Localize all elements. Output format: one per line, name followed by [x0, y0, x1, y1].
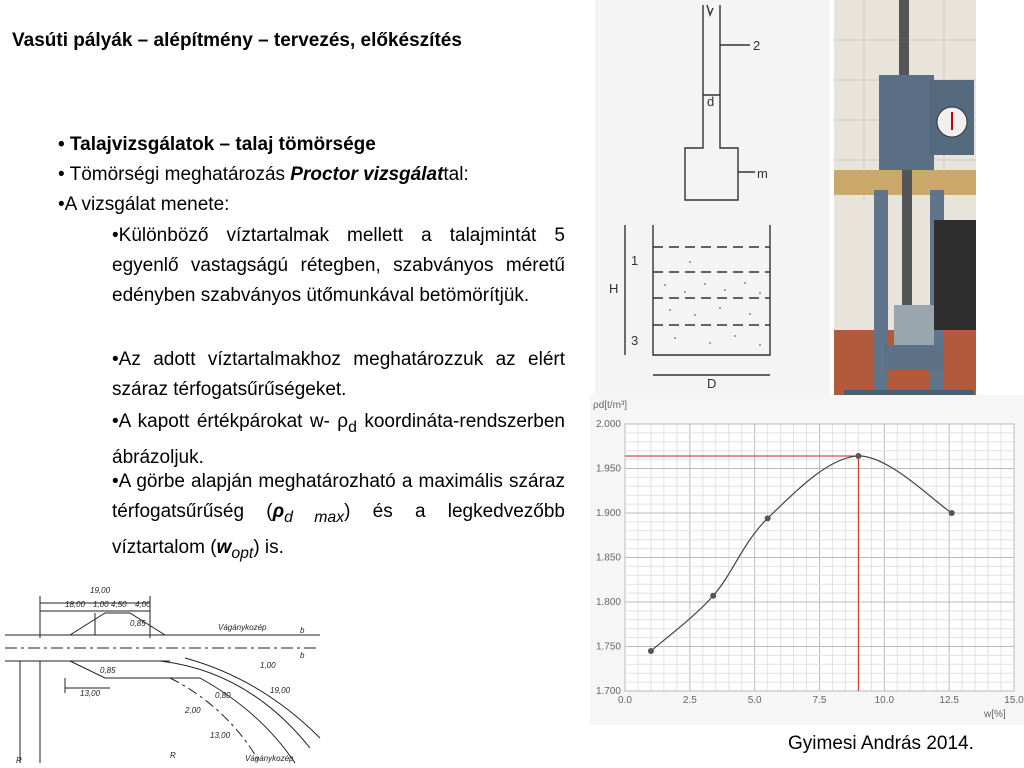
dim-19-right: 19,00 — [270, 686, 291, 695]
sub-bullet-curve-mid: ) és a legkedvezőbb víztartalom ( — [112, 501, 565, 558]
bullet-proctor-post: tal: — [443, 164, 469, 185]
dim-18: 18,00 — [65, 600, 86, 609]
data-point — [949, 510, 955, 516]
sub-bullet-plot — [112, 407, 565, 473]
dim-0-80: 0,80 — [215, 691, 231, 700]
proctor-apparatus-drawing — [595, 0, 830, 400]
label-track-center-top: Vágánykozép — [218, 623, 267, 632]
bullet-proctor-pre: • Tömörségi meghatározás — [58, 164, 291, 185]
y-tick-label: 1.800 — [595, 597, 621, 608]
data-point — [710, 593, 716, 599]
x-axis-label: w[%] — [984, 709, 1006, 720]
x-tick-label: 2.5 — [682, 695, 697, 706]
dim-4-00: 4,00 — [135, 600, 151, 609]
x-tick-label: 10.0 — [874, 695, 895, 706]
dim-2: 2,00 — [185, 706, 201, 715]
w-subscript: opt — [231, 544, 254, 562]
dim-13-bottom: 13,00 — [210, 731, 231, 740]
x-tick-label: 15.0 — [1004, 695, 1024, 706]
dim-19-top: 19,00 — [90, 586, 111, 595]
y-tick-label: 1.850 — [595, 552, 621, 564]
rho-symbol: ρ — [272, 501, 285, 522]
bullet-proctor-emph: Proctor vizsgálat — [290, 164, 444, 185]
x-tick-label: 0.0 — [618, 695, 632, 706]
sub-bullet-curve-pre: •A görbe alapján meghatározható a maximális száraz térfogatsűrűség ( — [112, 471, 565, 522]
proctor-label-D: D — [707, 376, 717, 391]
dim-1-top: 1,00 — [93, 600, 109, 609]
x-tick-label: 12.5 — [939, 695, 959, 706]
sub-bullet-plot-pre: •A kapott értékpárokat w- ρ — [112, 411, 349, 432]
label-track-center-bottom: Vágánykozép — [245, 754, 294, 763]
proctor-label-d: d — [707, 94, 715, 109]
bullet-proctor — [58, 160, 469, 190]
sub-bullet-plot-sub: d — [348, 418, 357, 436]
proctor-label-m: m — [757, 166, 768, 181]
y-tick-label: 1.950 — [595, 463, 621, 475]
proctor-label-3: 3 — [631, 333, 639, 348]
dim-b-1: b — [300, 626, 305, 635]
dim-0-85-top: 0,85 — [130, 619, 146, 628]
label-R-2: R — [170, 751, 176, 760]
sub-bullet-plot-post: koordináta-rendszerben ábrázoljuk. — [112, 411, 565, 468]
y-tick-label: 1.750 — [595, 641, 621, 653]
label-R-1: R — [16, 756, 22, 765]
bullet-procedure: •A vizsgálat menete: — [58, 194, 230, 215]
rho-subscript: d max — [284, 508, 345, 526]
sub-bullet-density: •Az adott víztartalmakhoz meghatározzuk az elért száraz térfogatsűrűségeket. — [112, 349, 565, 400]
proctor-label-H: H — [609, 281, 619, 296]
proctor-label-2: 2 — [753, 38, 761, 53]
proctor-curve-chart — [590, 395, 1024, 725]
w-symbol: w — [216, 536, 232, 558]
sub-bullet-curve — [112, 467, 565, 569]
x-tick-label: 7.5 — [812, 695, 827, 706]
author-credit: Gyimesi András 2014. — [788, 733, 974, 754]
y-tick-label: 2.000 — [595, 419, 621, 430]
slide-title: Vasúti pályák – alépítmény – tervezés, előkészítés — [12, 30, 462, 51]
dim-1-right: 1,00 — [260, 661, 276, 670]
sub-bullet-curve-post: ) is. — [253, 536, 284, 558]
data-point — [855, 453, 861, 459]
y-axis-label: ρd[t/m³] — [593, 400, 628, 411]
dim-b-2: b — [300, 651, 305, 660]
x-tick-label: 5.0 — [747, 695, 762, 706]
y-tick-label: 1.700 — [595, 686, 621, 697]
dim-13-left: 13,00 — [80, 689, 101, 698]
dim-0-85-bottom: 0,85 — [100, 666, 116, 675]
data-point — [765, 515, 771, 521]
y-tick-label: 1.900 — [595, 508, 621, 519]
data-point — [648, 648, 654, 654]
dim-4-50: 4,50 — [111, 600, 127, 609]
proctor-machine-photo — [834, 0, 976, 416]
track-layout-drawing — [0, 578, 325, 768]
proctor-label-1: 1 — [631, 253, 639, 268]
bullet-soil-tests: • Talajvizsgálatok – talaj tömörsége — [58, 134, 376, 155]
sub-bullet-compaction: •Különböző víztartalmak mellett a talajmintát 5 egyenlő vastagságú rétegben, szabványos méretű edényben szabványos ütőmunkával betömörítjük. — [112, 225, 565, 306]
